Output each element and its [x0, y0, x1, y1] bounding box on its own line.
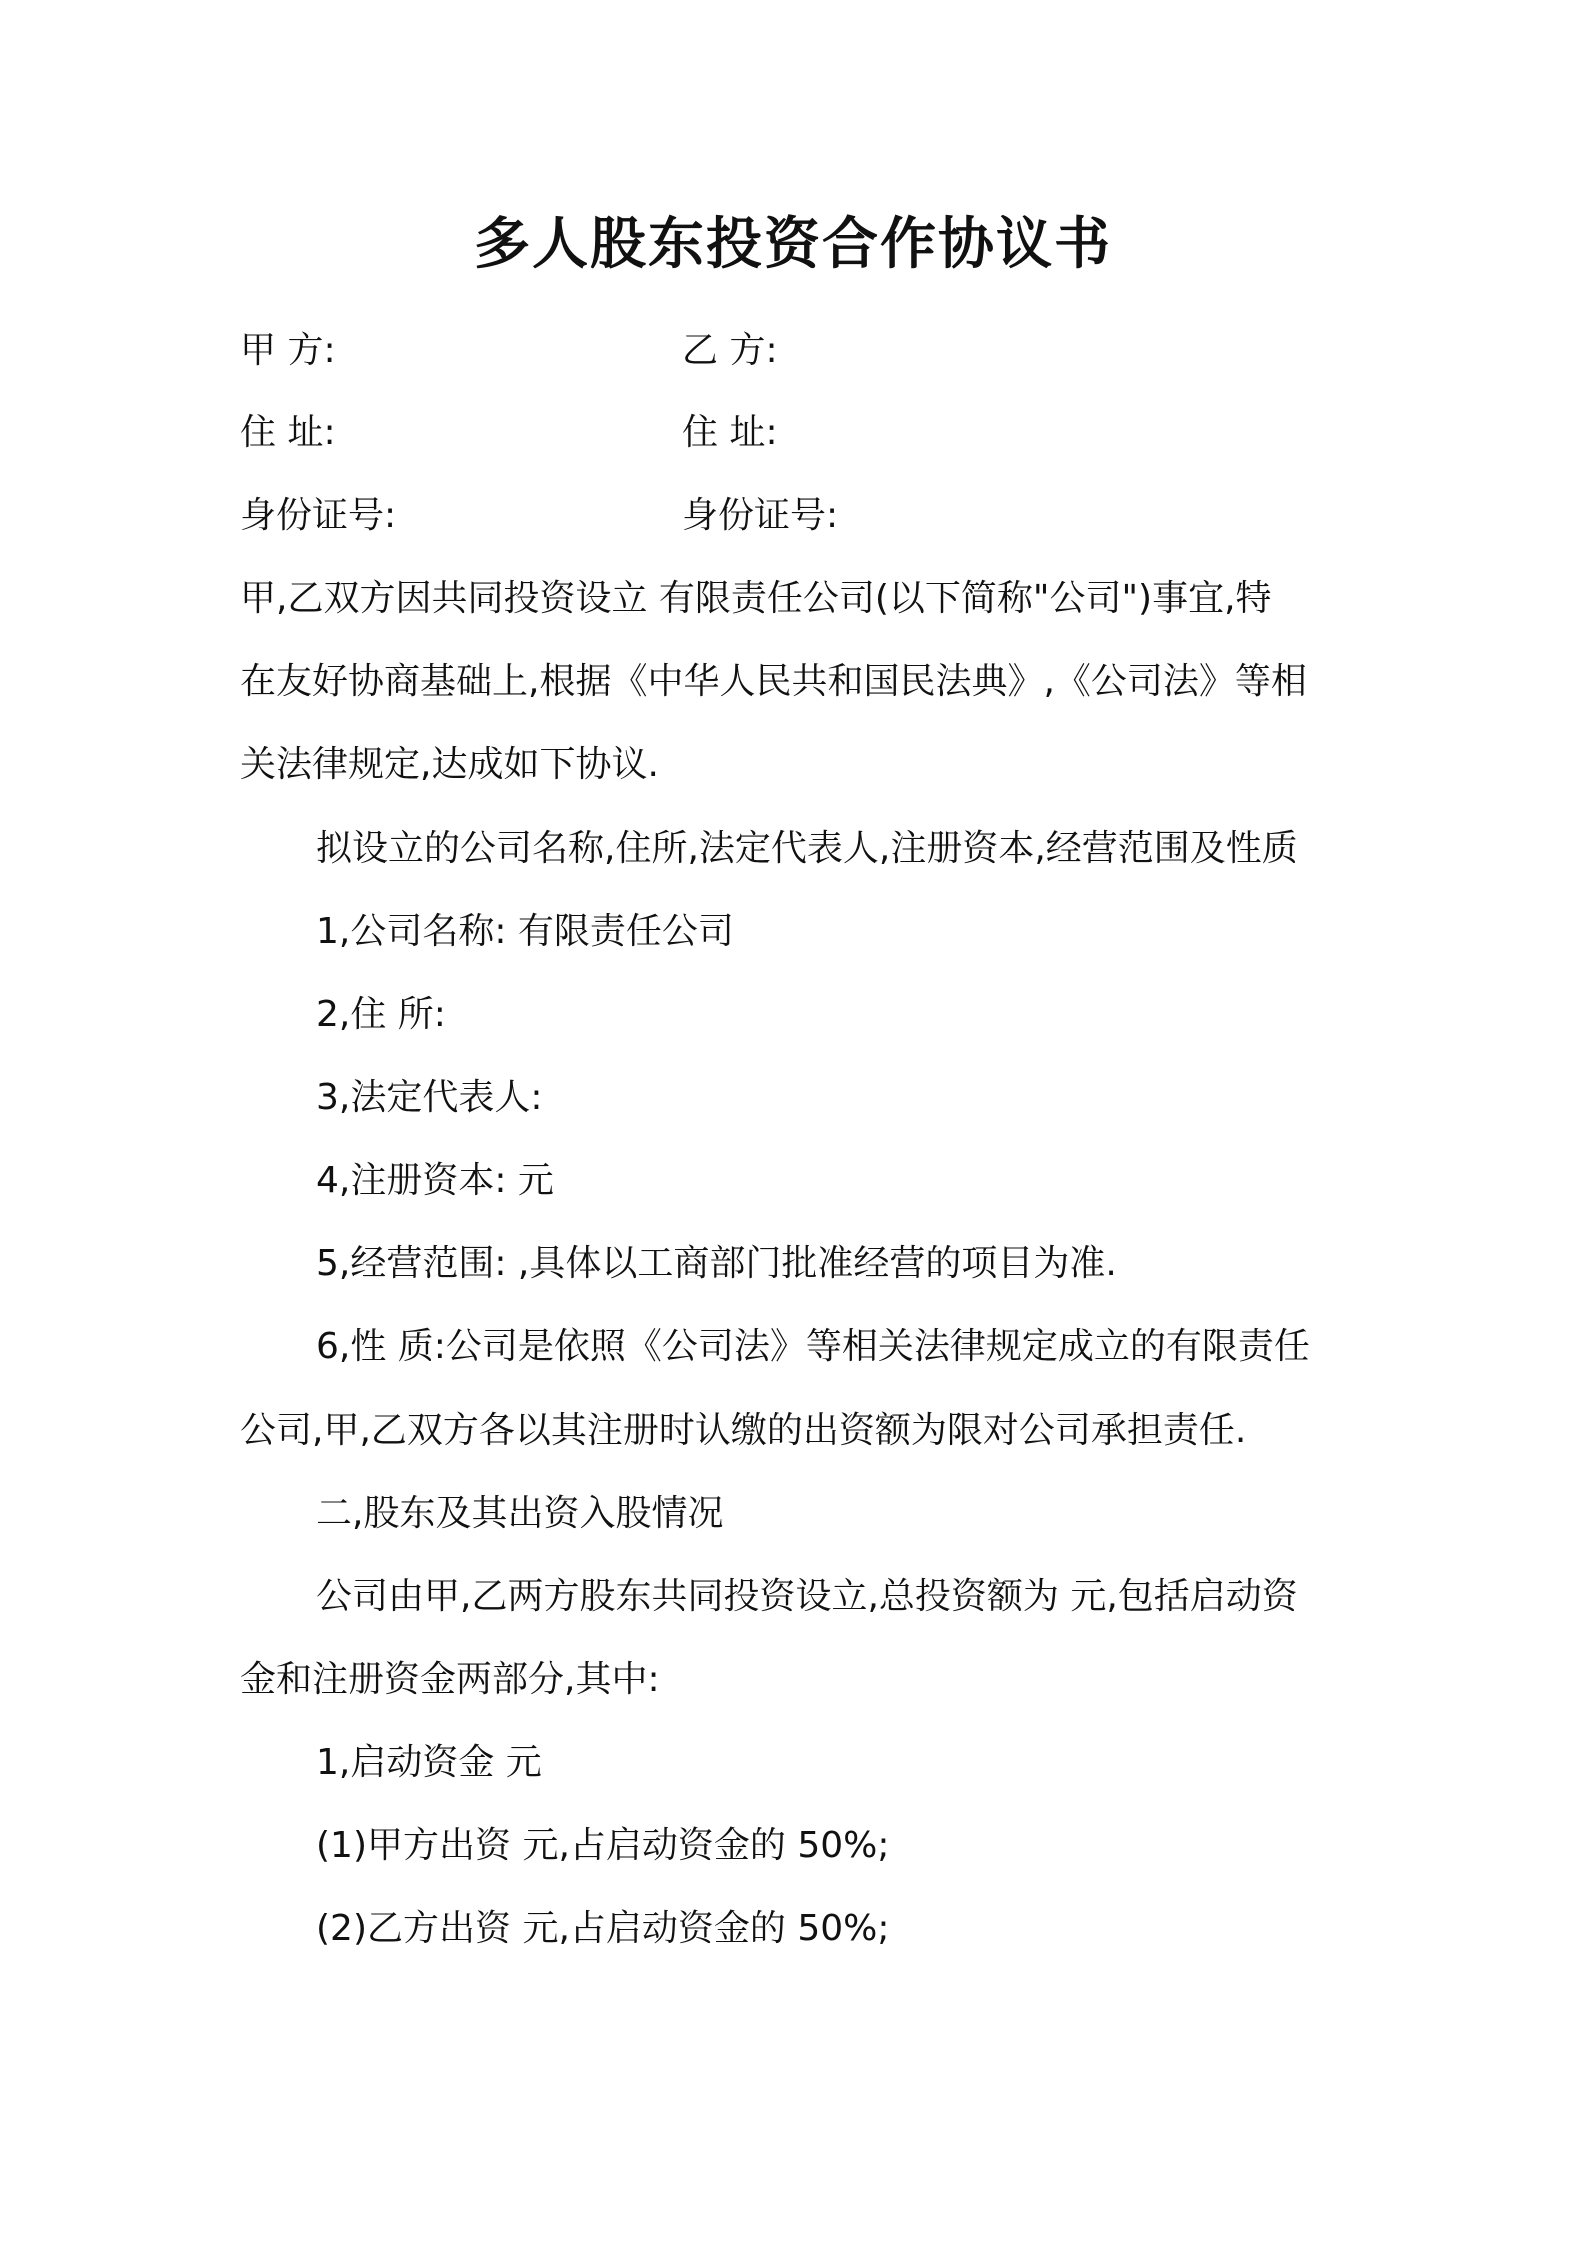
preamble-line: 甲,乙双方因共同投资设立 有限责任公司(以下简称"公司")事宜,特: [240, 578, 1272, 619]
section1-nature-line: 6,性 质:公司是依照《公司法》等相关法律规定成立的有限责任: [316, 1326, 1310, 1367]
id-b-label: 身份证号:: [682, 495, 839, 536]
address-b-label: 住 址:: [682, 412, 778, 453]
section1-heading: 拟设立的公司名称,住所,法定代表人,注册资本,经营范围及性质: [316, 828, 1298, 869]
section1-nature-line: 公司,甲,乙双方各以其注册时认缴的出资额为限对公司承担责任.: [240, 1410, 1247, 1451]
startup-fund-line: 1,启动资金 元: [316, 1742, 542, 1783]
party-b-label: 乙 方:: [682, 330, 778, 371]
party-b-contribution: (2)乙方出资 元,占启动资金的 50%;: [316, 1908, 890, 1949]
preamble-line: 关法律规定,达成如下协议.: [240, 744, 659, 785]
section1-item: 3,法定代表人:: [316, 1077, 543, 1118]
id-a-label: 身份证号:: [240, 495, 397, 536]
section1-item: 1,公司名称: 有限责任公司: [316, 911, 734, 952]
section1-item: 5,经营范围: ,具体以工商部门批准经营的项目为准.: [316, 1243, 1117, 1284]
section2-intro-line: 公司由甲,乙两方股东共同投资设立,总投资额为 元,包括启动资: [316, 1576, 1298, 1617]
section1-item: 4,注册资本: 元: [316, 1160, 554, 1201]
preamble-line: 在友好协商基础上,根据《中华人民共和国民法典》,《公司法》等相: [240, 661, 1307, 702]
section2-intro-line: 金和注册资金两部分,其中:: [240, 1659, 660, 1700]
section2-heading: 二,股东及其出资入股情况: [316, 1493, 724, 1534]
document-title: 多人股东投资合作协议书: [474, 212, 1112, 277]
address-a-label: 住 址:: [240, 412, 336, 453]
party-a-contribution: (1)甲方出资 元,占启动资金的 50%;: [316, 1825, 890, 1866]
section1-item: 2,住 所:: [316, 994, 446, 1035]
party-a-label: 甲 方:: [240, 330, 336, 371]
